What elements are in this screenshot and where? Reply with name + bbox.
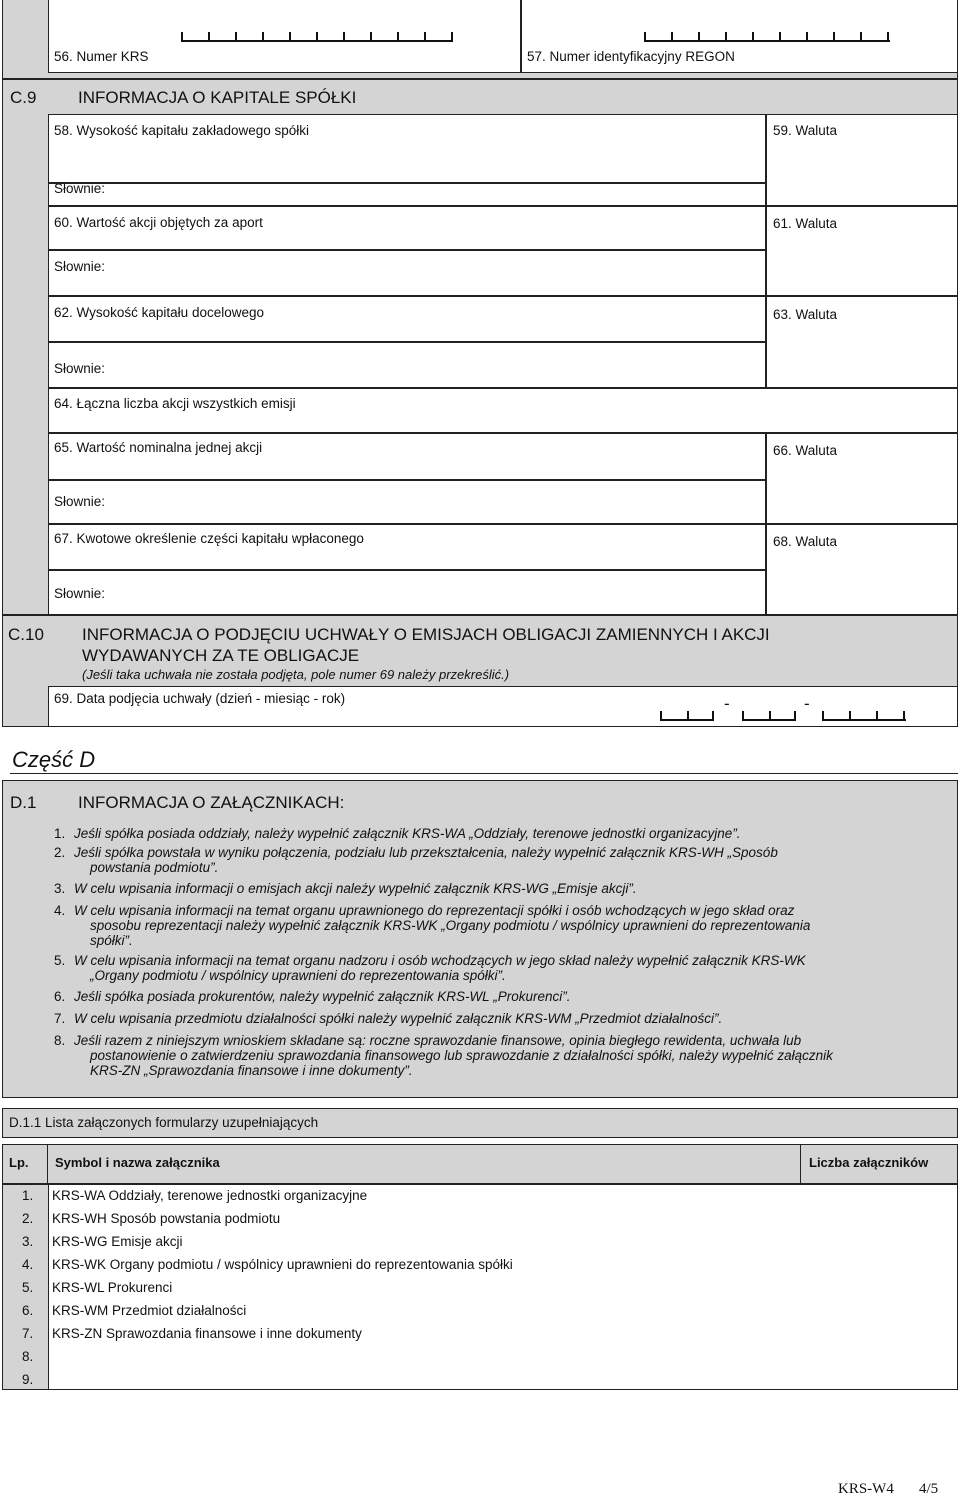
instruction-text: W celu wpisania informacji o emisjach akcji należy wypełnić załącznik KRS-WG „Emisje akcji”. xyxy=(74,881,637,896)
f62-words[interactable] xyxy=(48,342,766,388)
c10-code: C.10 xyxy=(8,625,44,644)
header-divider xyxy=(47,1144,48,1184)
part-d-title: Część D xyxy=(12,747,96,772)
slownie-label: Słownie: xyxy=(54,259,106,274)
krs-label: 56. Numer KRS xyxy=(54,49,149,64)
row-lp: 3. xyxy=(22,1234,34,1249)
header-lp: Lp. xyxy=(9,1155,29,1170)
instruction-text: W celu wpisania przedmiotu działalności spółki należy wypełnić załącznik KRS-WM „Przedmiot działalności”. xyxy=(74,1011,723,1026)
slownie-label: Słownie: xyxy=(54,494,106,509)
instruction-text: powstania podmiotu”. xyxy=(90,860,219,875)
c10-title-line1: INFORMACJA O PODJĘCIU UCHWAŁY O EMISJACH OBLIGACJI ZAMIENNYCH I AKCJI xyxy=(82,625,770,644)
f67-words[interactable] xyxy=(48,570,766,615)
row-name: KRS-WL Prokurenci xyxy=(52,1280,173,1295)
f64-box[interactable] xyxy=(48,388,958,433)
instruction-number: 5. xyxy=(54,953,66,968)
slownie-label: Słownie: xyxy=(54,181,106,196)
header-count: Liczba załączników xyxy=(809,1155,929,1170)
instruction-number: 7. xyxy=(54,1011,66,1026)
row-lp: 9. xyxy=(22,1372,34,1387)
f60-box[interactable] xyxy=(48,206,766,250)
f60-label: 60. Wartość akcji objętych za aport xyxy=(54,215,263,230)
row-name: KRS-WH Sposób powstania podmiotu xyxy=(52,1211,281,1226)
count-column-bg xyxy=(805,1185,957,1389)
instruction-number: 8. xyxy=(54,1033,66,1048)
f60-words[interactable] xyxy=(48,250,766,296)
f62-label: 62. Wysokość kapitału docelowego xyxy=(54,305,264,320)
f65-label: 65. Wartość nominalna jednej akcji xyxy=(54,440,263,455)
f66-currency[interactable] xyxy=(766,433,958,524)
instruction-text: postanowienie o zatwierdzeniu sprawozdania finansowego lub sprawozdanie z działalności spółki, należy wypełnić załącznik xyxy=(90,1048,833,1063)
f59-currency[interactable] xyxy=(766,114,958,206)
f69-label: 69. Data podjęcia uchwały (dzień - miesiąc - rok) xyxy=(54,691,346,706)
f67-box[interactable] xyxy=(48,524,766,570)
f62-box[interactable] xyxy=(48,296,766,342)
instruction-number: 4. xyxy=(54,903,66,918)
attachments-table-header xyxy=(2,1144,958,1184)
f65-words[interactable] xyxy=(48,480,766,524)
f64-label: 64. Łączna liczba akcji wszystkich emisji xyxy=(54,396,296,411)
row-lp: 5. xyxy=(22,1280,34,1295)
header-name: Symbol i nazwa załącznika xyxy=(55,1155,220,1170)
d11-title-bar xyxy=(2,1108,958,1138)
instruction-text: W celu wpisania informacji na temat organu nadzoru i osób wchodzących w jego skład należy wypełnić załącznik KRS-WK xyxy=(74,953,806,968)
f58-words[interactable] xyxy=(48,183,766,206)
row-lp: 1. xyxy=(22,1188,34,1203)
page-number: 4/5 xyxy=(919,1481,939,1497)
row-lp: 4. xyxy=(22,1257,34,1272)
regon-input[interactable] xyxy=(644,32,890,42)
date-separator: - xyxy=(724,694,730,713)
row-lp: 6. xyxy=(22,1303,34,1318)
f65-box[interactable] xyxy=(48,433,766,480)
instruction-text: Jeśli spółka posiada oddziały, należy wypełnić załącznik KRS-WA „Oddziały, terenowe jednostki organizacyjne”. xyxy=(74,826,741,841)
f67-label: 67. Kwotowe określenie części kapitału wpłaconego xyxy=(54,531,364,546)
f66-label: 66. Waluta xyxy=(773,443,838,458)
c9-code: C.9 xyxy=(10,88,37,107)
row-name: KRS-WM Przedmiot działalności xyxy=(52,1303,247,1318)
date-separator: - xyxy=(804,694,810,713)
d11-title: D.1.1 Lista załączonych formularzy uzupełniających xyxy=(9,1115,319,1130)
part-d-underline xyxy=(10,773,958,774)
instruction-text: W celu wpisania informacji na temat organu uprawnionego do reprezentacji spółki i osób wchodzących w jego skład oraz xyxy=(74,903,795,918)
instruction-text: „Organy podmiotu / wspólnicy uprawnieni do reprezentowania spółki”. xyxy=(90,968,506,983)
d1-title: INFORMACJA O ZAŁĄCZNIKACH: xyxy=(78,793,345,812)
f63-label: 63. Waluta xyxy=(773,307,838,322)
slownie-label: Słownie: xyxy=(54,361,106,376)
f58-label: 58. Wysokość kapitału zakładowego spółki xyxy=(54,123,310,138)
instruction-number: 2. xyxy=(54,845,66,860)
row-lp: 8. xyxy=(22,1349,34,1364)
d1-code: D.1 xyxy=(10,793,37,812)
f68-label: 68. Waluta xyxy=(773,534,838,549)
f63-currency[interactable] xyxy=(766,296,958,388)
c9-title: INFORMACJA O KAPITALE SPÓŁKI xyxy=(78,88,357,107)
instruction-number: 3. xyxy=(54,881,66,896)
row-lp: 2. xyxy=(22,1211,34,1226)
header-divider xyxy=(800,1144,801,1184)
instruction-text: Jeśli spółka powstała w wyniku połączenia, podziału lub przekształcenia, należy wypełnić załącznik KRS-WH „Sposób xyxy=(74,845,778,860)
c10-title-line2: WYDAWANYCH ZA TE OBLIGACJE xyxy=(82,646,360,665)
f59-label: 59. Waluta xyxy=(773,123,838,138)
f61-currency[interactable] xyxy=(766,206,958,296)
instruction-text: KRS-ZN „Sprawozdania finansowe i inne dokumenty”. xyxy=(90,1063,413,1078)
f69-year-input[interactable] xyxy=(822,711,906,721)
instruction-text: Jeśli razem z niniejszym wnioskiem składane są: roczne sprawozdanie finansowe, opinia biegłego rewidenta, uchwała lub xyxy=(74,1033,802,1048)
instruction-number: 6. xyxy=(54,989,66,1004)
f68-currency[interactable] xyxy=(766,524,958,615)
instruction-text: spółki”. xyxy=(90,933,133,948)
c10-note: (Jeśli taka uchwała nie została podjęta, pole numer 69 należy przekreślić.) xyxy=(82,667,510,682)
row-name: KRS-WK Organy podmiotu / wspólnicy uprawnieni do reprezentowania spółki xyxy=(52,1257,513,1272)
row-name: KRS-ZN Sprawozdania finansowe i inne dokumenty xyxy=(52,1326,362,1341)
instruction-text: sposobu reprezentacji należy wypełnić załącznik KRS-WK „Organy podmiotu / wspólnicy uprawnieni do reprezentowania xyxy=(90,918,811,933)
krs-input[interactable] xyxy=(181,32,453,42)
slownie-label: Słownie: xyxy=(54,586,106,601)
f69-day-input[interactable] xyxy=(660,711,714,721)
row-lp: 7. xyxy=(22,1326,34,1341)
instruction-text: Jeśli spółka posiada prokurentów, należy wypełnić załącznik KRS-WL „Prokurenci”. xyxy=(74,989,571,1004)
f61-label: 61. Waluta xyxy=(773,216,838,231)
instruction-number: 1. xyxy=(54,826,66,841)
f69-month-input[interactable] xyxy=(742,711,796,721)
regon-label: 57. Numer identyfikacyjny REGON xyxy=(527,49,735,64)
form-code: KRS-W4 xyxy=(838,1481,894,1497)
row-name: KRS-WG Emisje akcji xyxy=(52,1234,183,1249)
row-name: KRS-WA Oddziały, terenowe jednostki organizacyjne xyxy=(52,1188,368,1203)
f58-box[interactable] xyxy=(48,114,766,183)
